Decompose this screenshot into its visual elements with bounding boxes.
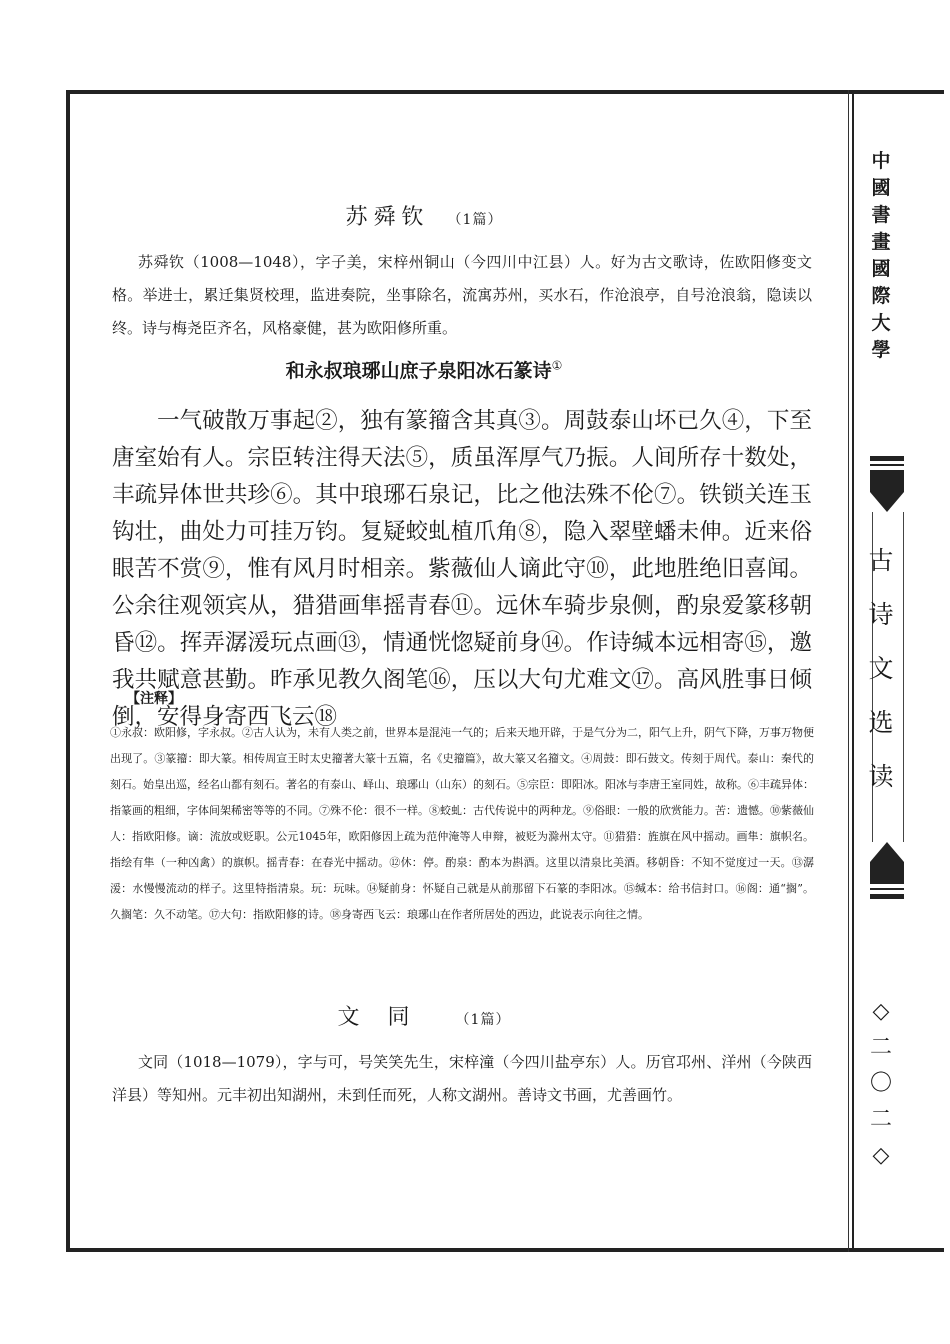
ornament-triangle bbox=[870, 492, 904, 512]
poem-title-text: 和永叔琅琊山庶子泉阳冰石篆诗 bbox=[285, 360, 552, 382]
press-char: 國 bbox=[871, 258, 891, 280]
press-char: 大 bbox=[871, 312, 891, 334]
ornament-bar bbox=[870, 894, 904, 899]
ornament-block bbox=[870, 470, 904, 492]
section-title bbox=[0, 1000, 848, 1031]
press-char: 學 bbox=[871, 339, 891, 361]
ornament-block bbox=[870, 862, 904, 884]
piece-count: （1篇） bbox=[455, 1012, 511, 1028]
poem-body: 一气破散万事起②，独有篆籀含其真③。周鼓泰山坏已久④，下至唐室始有人。宗臣转注得天法⑤，质虽浑厚气乃振。人间所存十数处，丰疏异体世共珍⑥。其中琅琊石泉记，比之他法殊不伦⑦。铁锁关连玉钩壮，曲处力可挂万钧。复疑蛟虬植爪角⑧，隐入翠壁蟠未伸。近来俗眼苦不赏⑨，惟有风月时相亲。紫薇仙人谪此守⑩，此地胜绝旧喜闻。公余往观领宾从，猎猎画隼摇青春⑪。远休车骑步泉侧，酌泉爱篆移朝昏⑫。挥弄潺湲玩点画⑬，情通恍惚疑前身⑭。作诗缄本远相寄⑮，邀我共赋意甚勤。昨承见教久阁笔⑯，压以大句尤难文⑰。高风胜事日倾倒，安得身寄西飞云⑱ bbox=[112, 408, 812, 730]
title-char: 诗 bbox=[868, 600, 894, 629]
side-column bbox=[856, 94, 906, 1248]
author-bio: 文同（1018—1079），字与可，号笑笑先生，宋梓潼（今四川盐亭东）人。历官邛州、洋州（今陕西洋县）等知州。元丰初出知湖州，未到任而死，人称文湖州。善诗文书画，尤善画竹。 bbox=[112, 1053, 812, 1104]
section-title bbox=[0, 200, 848, 231]
page-number-char: ◇ bbox=[872, 1143, 890, 1168]
press-name bbox=[856, 148, 906, 364]
page-number-char: 二 bbox=[869, 1035, 892, 1060]
ornament-bar bbox=[870, 464, 904, 466]
author-name: 苏舜钦 bbox=[345, 205, 430, 230]
ornament-bar bbox=[870, 888, 904, 890]
press-char: 畫 bbox=[871, 231, 891, 253]
title-char: 读 bbox=[868, 762, 894, 791]
title-char: 古 bbox=[868, 546, 894, 575]
page-number-char: 〇 bbox=[869, 1071, 892, 1096]
page-number-char: 二 bbox=[869, 1107, 892, 1132]
press-char: 際 bbox=[871, 285, 891, 307]
column-divider-bold bbox=[852, 90, 854, 1252]
ornament-bar bbox=[870, 456, 904, 461]
press-char: 國 bbox=[871, 177, 891, 199]
author-name: 文同 bbox=[337, 1005, 438, 1030]
notes-heading: 【注释】 bbox=[126, 691, 182, 707]
book-title bbox=[856, 534, 906, 804]
notes-body: ①永叔：欧阳修，字永叔。②古人认为，未有人类之前，世界本是混沌一气的；后来天地开辟，于是气分为二，阳气上升，阴气下降，万事万物便出现了。③篆籀：即大篆。相传周宣王时太史籀著大篆十五篇，名《史籀篇》，故大篆又名籀文。④周鼓：即石鼓文。传刻于周代。泰山：秦代的刻石。始皇出巡，经名山都有刻石。著名的有泰山、峄山、琅琊山（山东）的刻石。⑤宗臣：即阳冰。阳冰与李唐王室同姓，故称。⑥丰疏异体：指篆画的粗细，字体间架稀密等等的不同。⑦殊不伦：很不一样。⑧蛟虬：古代传说中的两种龙。⑨俗眼：一般的欣赏能力。苦：遗憾。⑩紫薇仙人：指欧阳修。谪：流放或贬职。公元1045年，欧阳修因上疏为范仲淹等人申辩，被贬为滁州太守。⑪猎猎：旌旗在风中摇动。画隼：旗帜名。指绘有隼（一种凶禽）的旗帜。摇青春：在春光中摇动。⑫休：停。酌泉：酌本为斟酒。这里以清泉比美酒。移朝昏：不知不觉度过一天。⑬潺湲：水慢慢流动的样子。这里特指清泉。玩：玩味。⑭疑前身：怀疑自己就是从前那留下石篆的李阳冰。⑮缄本：给书信封口。⑯阁：通“搁”。久搁笔：久不动笔。⑰大句：指欧阳修的诗。⑱身寄西飞云：琅琊山在作者所居处的西边，此说表示向往之情。 bbox=[110, 726, 814, 921]
column-divider bbox=[848, 90, 849, 1252]
press-char: 中 bbox=[871, 150, 891, 172]
title-char: 文 bbox=[868, 654, 894, 683]
piece-count: （1篇） bbox=[447, 212, 503, 228]
title-char: 选 bbox=[868, 708, 894, 737]
author-bio: 苏舜钦（1008—1048），字子美，宋梓州铜山（今四川中江县）人。好为古文歌诗，佐欧阳修变文格。举进士，累迁集贤校理，监进奏院，坐事除名，流寓苏州，买水石，作沧浪亭，自号沧浪翁，隐读以终。诗与梅尧臣齐名，风格豪健，甚为欧阳修所重。 bbox=[112, 253, 812, 337]
page-number-char: ◇ bbox=[872, 999, 890, 1024]
press-char: 書 bbox=[871, 204, 891, 226]
footnote-marker: ① bbox=[551, 358, 563, 373]
poem-title bbox=[0, 356, 848, 383]
ornament-triangle bbox=[870, 842, 904, 862]
page-number bbox=[856, 994, 906, 1174]
